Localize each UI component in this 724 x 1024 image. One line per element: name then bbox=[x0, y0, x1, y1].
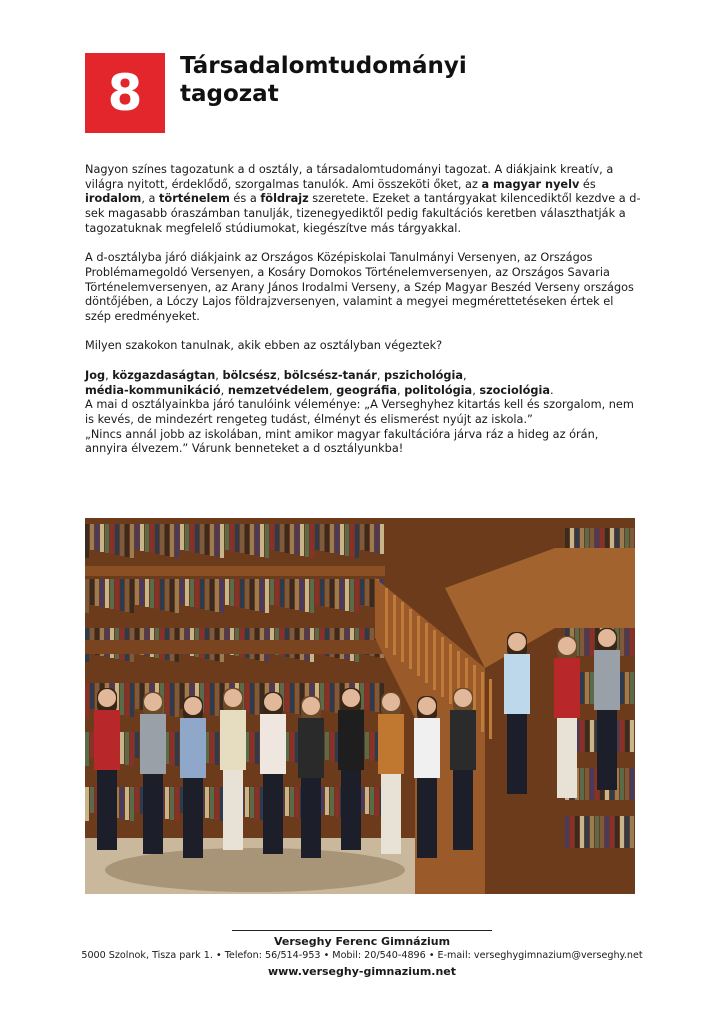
highlight-term: Jog bbox=[85, 368, 106, 382]
text-run: , bbox=[463, 368, 467, 382]
paragraph-question: Milyen szakokon tanulnak, akik ebben az osztályban végeztek? bbox=[85, 339, 443, 353]
highlight-term: bölcsész bbox=[222, 368, 277, 382]
text-run: , bbox=[472, 383, 480, 397]
page-title bbox=[180, 52, 467, 108]
text-run: A mai d osztályainkba járó tanulóink véleménye: „A Verseghyhez kitartás kell és szorgalom, nem is kevés, de mindezért rengeteg tudást, élményt és elismerést nyújt az iskola.” bbox=[85, 398, 634, 426]
highlight-term: irodalom bbox=[85, 192, 142, 206]
highlight-term: közgazdaságtan bbox=[112, 368, 216, 382]
text-run: , bbox=[329, 383, 337, 397]
text-run: , bbox=[397, 383, 405, 397]
text-run: , bbox=[376, 368, 385, 382]
footer-divider bbox=[232, 930, 492, 931]
highlight-term: pszichológia bbox=[384, 368, 464, 382]
text-run: szeretete. Ezeket a tantárgyakat kilencediktől kezdve a d-sek magasabb óraszámban tanulják, tizenegyediktől pedig fakultációs keretben választhatják a tagozatuknak megfelelő stúdiumokat, kiegészítve más tárgyakkal. bbox=[85, 192, 641, 235]
title-line-2: tagozat bbox=[180, 81, 279, 107]
footer-school-name: Verseghy Ferenc Gimnázium bbox=[273, 935, 451, 948]
footer-contact: 5000 Szolnok, Tisza park 1. • Telefon: 56/514-953 • Mobil: 20/540-4896 • E-mail: verseghygimnazium@verseghy.net bbox=[81, 950, 643, 961]
body-text bbox=[85, 163, 641, 472]
text-run: . bbox=[549, 383, 554, 397]
highlight-term: geográfia bbox=[336, 383, 398, 397]
text-run: „Nincs annál jobb az iskolában, mint amikor magyar fakultációra járva ráz a hideg az órán, annyira élvezem.” Várunk benneteket a d osztályunkba! bbox=[85, 427, 599, 456]
text-run: , bbox=[105, 368, 113, 382]
highlight-term: politológia bbox=[404, 383, 473, 397]
text-run: , bbox=[276, 368, 284, 382]
footer-website[interactable]: www.verseghy-gimnazium.net bbox=[267, 965, 457, 978]
library-group-photo-icon bbox=[85, 518, 635, 894]
highlight-term: történelem bbox=[159, 192, 230, 206]
highlight-term: szociológia bbox=[479, 383, 550, 397]
text-run: Nagyon színes tagozatunk a d osztály, a társadalomtudományi tagozat. A diákjaink kreatív, a világra nyitott, érdeklődő, szorgalmas tanulók. Ami összeköti őket, az bbox=[85, 163, 614, 191]
highlight-term: nemzetvédelem bbox=[227, 383, 330, 397]
section-number-badge: 8 bbox=[85, 53, 165, 133]
paragraph-competitions: A d-osztályba járó diákjaink az Országos Középiskolai Tanulmányi Versenyen, az Országos Problémamegoldó Versenyen, a Kosáry Domokos Történelemversenyen, az Országos Savaria Történelemversenyen, az Arany János Irodalmi Verseny, a Szép Magyar Beszéd Verseny országos döntőjében, a Lóczy Lajos földrajzversenyen, valamint a megyei megmérettetéseken értek el szép eredményeket. bbox=[85, 251, 634, 324]
text-run: , bbox=[215, 368, 223, 382]
title-line-1: Társadalomtudományi bbox=[180, 53, 467, 79]
paragraph-intro bbox=[85, 163, 641, 237]
highlight-term: földrajz bbox=[260, 192, 309, 206]
paragraph-majors bbox=[85, 369, 641, 457]
text-run: , a bbox=[141, 192, 160, 206]
text-run: és a bbox=[229, 192, 261, 206]
text-run: , bbox=[220, 383, 228, 397]
text-run: és bbox=[579, 177, 596, 191]
highlight-term: a magyar nyelv bbox=[481, 177, 580, 191]
highlight-term: média-kommunikáció bbox=[85, 383, 221, 397]
highlight-term: bölcsész-tanár bbox=[283, 368, 377, 382]
class-photo bbox=[85, 518, 635, 894]
